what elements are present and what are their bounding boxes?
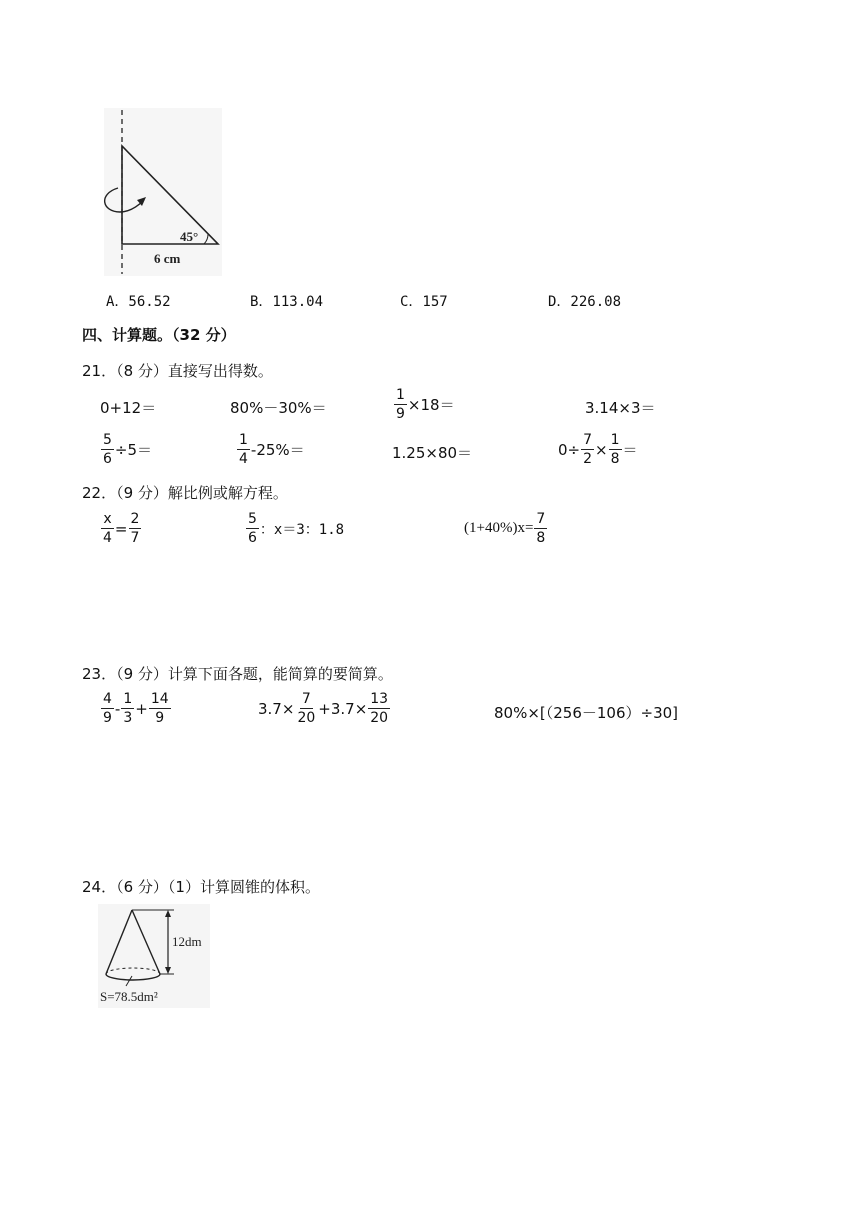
q23-calc-1: $\frac{4}{9}$ - $\frac{1}{3}$ + $\frac{14}{9}$ [103, 691, 169, 726]
q23-calc-2: 3.7× $\frac{7}{20}$ +3.7× $\frac{13}{20}$ [258, 691, 389, 726]
q21-expr-7: 1.25×80＝ [392, 444, 473, 462]
option-c: C．157 [400, 294, 448, 310]
area-label: S=78.5dm² [100, 989, 158, 1004]
q21-expr-6: $\frac{1}{4}$ -25%＝ [239, 432, 305, 467]
q22-problem-2: $\frac{5}{6}$ ：x＝3：1.8 [248, 511, 345, 546]
section-title: 四、计算题。（32 分） [82, 326, 236, 344]
base-label: 6 cm [154, 251, 181, 266]
q22-problem-3: (1+40%)x= $\frac{7}{8}$ [464, 511, 546, 546]
height-label: 12dm [172, 934, 202, 949]
q23-title: 23．（9 分）计算下面各题，能简算的要简算。 [82, 665, 393, 683]
q24-title: 24．（6 分）（1）计算圆锥的体积。 [82, 878, 320, 896]
q22-problem-1: $\frac{x}{4}$ = $\frac{2}{7}$ [103, 511, 140, 546]
q21-expr-4: 3.14×3＝ [585, 399, 656, 417]
q21-title: 21．（8 分）直接写出得数。 [82, 362, 273, 380]
q23-calc-3: 80%×[（256－106）÷30] [494, 704, 679, 722]
cone-figure [98, 904, 210, 1008]
q21-expr-8: 0÷ $\frac{7}{2}$ × $\frac{1}{8}$ ＝ [558, 432, 638, 467]
q22-title: 22．（9 分）解比例或解方程。 [82, 484, 288, 502]
triangle-rotation-figure [98, 108, 222, 276]
option-d: D．226.08 [548, 294, 622, 310]
q21-expr-3: $\frac{1}{9}$ ×18＝ [396, 387, 455, 422]
option-a: A．56.52 [106, 294, 171, 310]
angle-label: 45° [180, 229, 199, 244]
q21-expr-2: 80%－30%＝ [230, 399, 327, 417]
option-b: B．113.04 [250, 294, 324, 310]
q21-expr-5: $\frac{5}{6}$ ÷5＝ [103, 432, 153, 467]
q21-expr-1: 0+12＝ [100, 399, 157, 417]
